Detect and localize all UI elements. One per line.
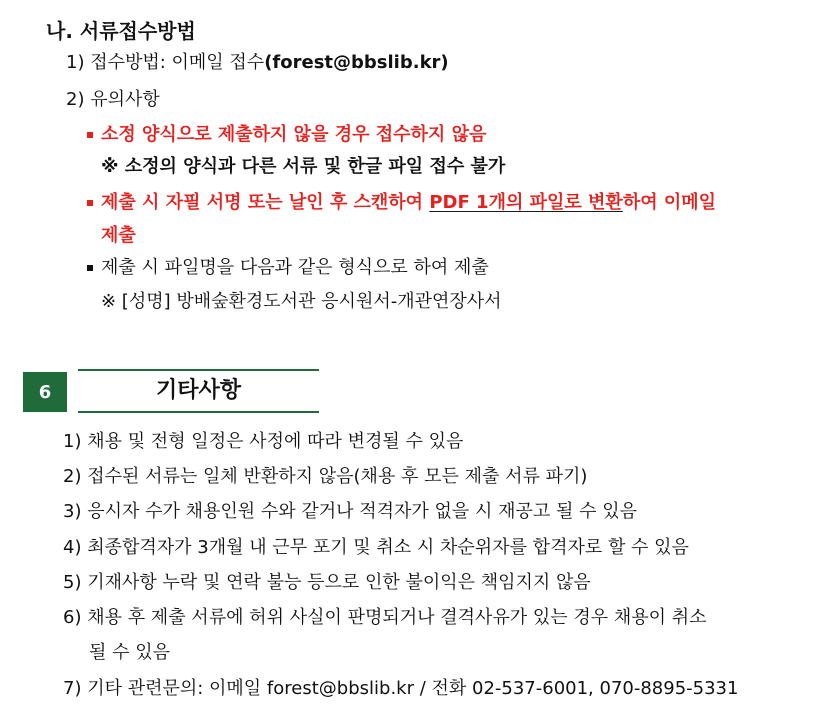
section-rule-bottom [78,411,319,413]
notice-signature-pdf [101,190,716,216]
bullet-marker [87,265,93,271]
section-rule-top [78,369,319,371]
list-item-contact: 7) 기타 관련문의: 이메일 forest@bbslib.kr / 전화 02-537-6001, 070-8895-5331 [63,678,739,699]
submission-email: (forest@bbslib.kr) [264,52,449,73]
notice-filename: 제출 시 파일명을 다음과 같은 형식으로 하여 제출 [101,257,489,278]
notice-form-required: 소정 양식으로 제출하지 않을 경우 접수하지 않음 [101,124,487,145]
list-item-continuation: 될 수 있음 [89,642,170,663]
notice-email-text: 하여 이메일 [622,192,717,213]
notice-form-note: ※ 소정의 양식과 다른 서류 및 한글 파일 접수 불가 [101,156,506,177]
section-title: 기타사항 [155,378,241,403]
list-item: 4) 최종합격자가 3개월 내 근무 포기 및 취소 시 차순위자를 합격자로 할 수 있음 [63,537,689,558]
notice-pdf-underlined: PDF 1개의 파일로 변환 [429,192,623,213]
list-item: 6) 채용 후 제출 서류에 허위 사실이 판명되거나 결격사유가 있는 경우 채용이 취소 [63,607,707,628]
item-submission-method [66,50,449,76]
bullet-marker [87,200,93,206]
notice-signature-text: 제출 시 자필 서명 또는 날인 후 스캔하여 [101,192,430,213]
list-item: 3) 응시자 수가 채용인원 수와 같거나 적격자가 없을 시 재공고 될 수 있음 [63,501,637,522]
bullet-marker [87,132,93,138]
list-item: 5) 기재사항 누락 및 연락 불능 등으로 인한 불이익은 책임지지 않음 [63,572,591,593]
notice-signature-pdf-cont: 제출 [101,225,136,246]
list-item: 1) 채용 및 전형 일정은 사정에 따라 변경될 수 있음 [63,431,464,452]
section-number-badge: 6 [23,372,67,412]
list-item: 2) 접수된 서류는 일체 반환하지 않음(채용 후 모든 제출 서류 파기) [63,466,588,487]
section-heading: 나. 서류접수방법 [46,19,196,43]
item-submission-method-label: 1) 접수방법: 이메일 접수 [66,52,265,73]
item-notes-label: 2) 유의사항 [66,89,160,110]
notice-filename-example: ※ [성명] 방배숲환경도서관 응시원서-개관연장사서 [101,291,502,312]
